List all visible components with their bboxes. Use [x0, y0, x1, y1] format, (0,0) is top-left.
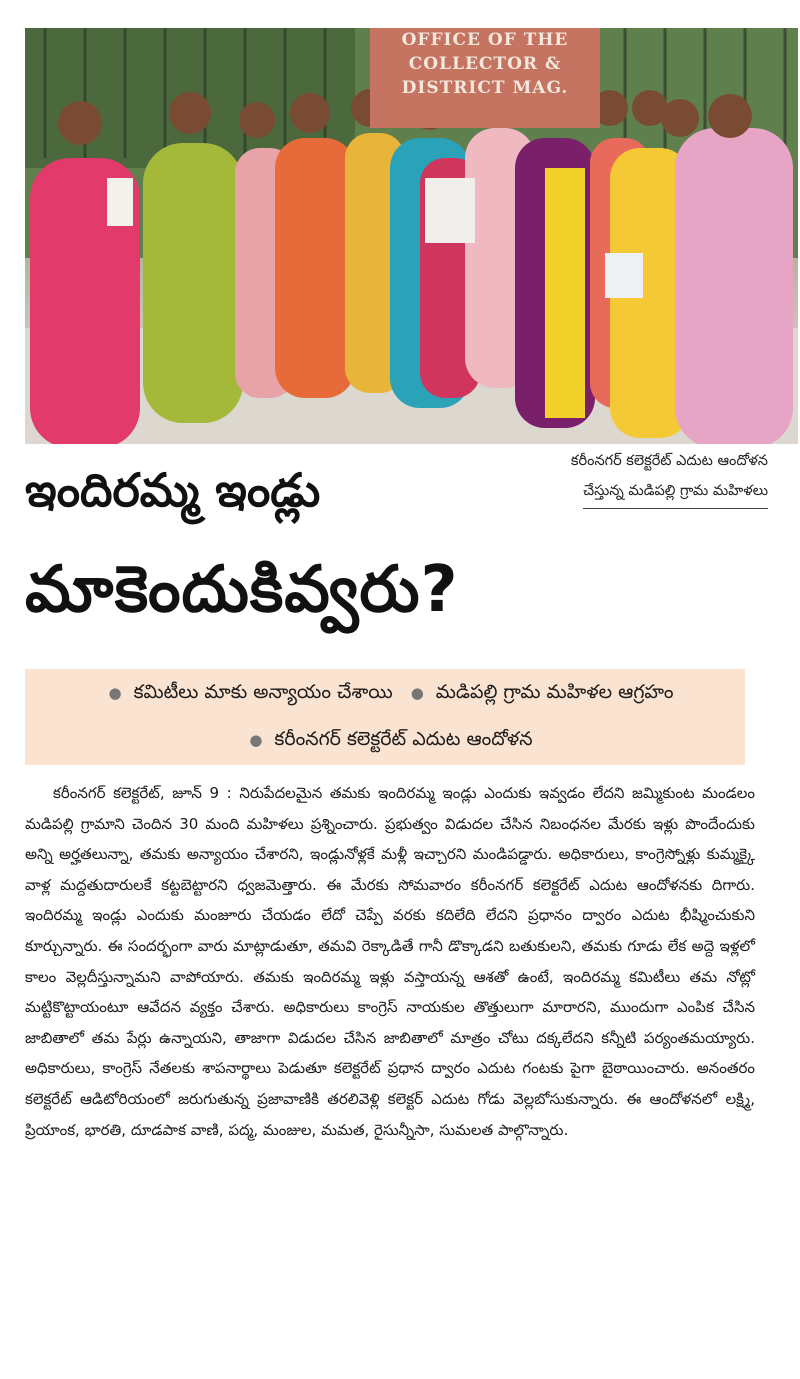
caption-line-1: కరీంనగర్ కలెక్టరేట్ ఎదుట ఆందోళన	[570, 453, 768, 469]
sign-line-3: DISTRICT MAG.	[401, 78, 569, 98]
collector-office-sign	[370, 28, 600, 128]
article-body: కరీంనగర్ కలెక్టరేట్, జూన్ 9 : నిరుపేదలమైన తమకు ఇందిరమ్మ ఇండ్లు ఎందుకు ఇవ్వడం లేదని జమ్మికుంట మండలం మడిపల్లి గ్రామాని చెందిన 30 మంది మహిళలు ప్రశ్నించారు. ప్రభుత్వం విడుదల చేసిన నిబంధనల మేరకు ఇళ్లు పొందేందుకు అన్ని అర్హతలున్నా, తమకు అన్యాయం చేశారని, ఇండ్లునోళ్లకే మళ్లీ ఇచ్చారని మండిపడ్డారు. అధికారులు, కాంగ్రెస్నోళ్లు కుమ్మక్కై వాళ్ల మద్దతుదారులకే కట్టబెట్టారని ధ్వజమెత్తారు. ఈ మేరకు సోమవారం కరీంనగర్ కలెక్టరేట్ ఎదుట ఆందోళనకు దిగారు. ఇందిరమ్మ ఇండ్లు ఎందుకు మంజూరు చేయడం లేదో చెప్పే వరకు కదిలేది లేదని ప్రధానం ద్వారం ఎదుట భీష్మించుకుని కూర్చున్నారు. ఈ సందర్భంగా వారు మాట్లాడుతూ, తమవి రెక్కాడితే గానీ డొక్కాడని బతుకులని, తమకు గూడు లేక అద్దె ఇళ్లలో కాలం వెల్లదీస్తున్నామని వాపోయారు. తమకు ఇందిరమ్మ ఇళ్లు వస్తాయన్న ఆశతో ఉంటే, ఇందిరమ్మ కమిటీలు తమ నోట్లో మట్టికొట్టాయంటూ ఆవేదన వ్యక్తం చేశారు. అధికారులు కాంగ్రెస్ నాయకుల తొత్తులుగా మారారని, ముందుగా ఎంపిక చేసిన జాబితాలో తమ పేర్లు ఉన్నాయని, తాజాగా విడుదల చేసిన జాబితాలో మాత్రం చోటు దక్కలేదని కన్నీటి పర్యంతమయ్యారు. అధికారులు, కాంగ్రెస్ నేతలకు శాపనార్థాలు పెడుతూ కలెక్టరేట్ ప్రధాన ద్వారం ఎదుట గంటకు పైగా బైఠాయించారు. అనంతరం కలెక్టరేట్ ఆడిటోరియంలో జరుగుతున్న ప్రజావాణికి తరలివెళ్లి కలెక్టర్ ఎదుట గోడు వెల్లబోసుకున్నారు. ఈ ఆందోళనలో లక్ష్మి, ప్రియాంక, భారతి, దూడపాక వాణి, పద్మ, మంజుల, మమత, రైసున్నీసా, సుమలత పాల్గొన్నారు.	[25, 784, 755, 1139]
deck-item-1: కమిటీలు మాకు అన్యాయం చేశాయి	[133, 681, 393, 703]
bullet: ●	[410, 684, 424, 702]
headline-line-2: మాకెందుకివ్వరు?	[25, 553, 459, 627]
sign-line-2: COLLECTOR &	[408, 54, 562, 74]
deck-item-2: మడిపల్లి గ్రామ మహిళల ఆగ్రహం	[435, 681, 674, 703]
caption-line-2: చేస్తున్న మడిపల్లి గ్రామ మహిళలు	[583, 476, 768, 509]
deck-item-3: కరీంనగర్ కలెక్టరేట్ ఎదుట ఆందోళన	[274, 728, 533, 750]
headline-line-1: ఇందిరమ్మ ఇండ్లు	[25, 463, 321, 517]
bullet: ●	[108, 684, 122, 702]
deck-highlights	[25, 669, 745, 765]
bullet: ●	[249, 731, 263, 749]
sign-line-1: OFFICE OF THE	[401, 30, 569, 50]
news-photo	[25, 28, 798, 444]
photo-caption	[448, 446, 768, 509]
